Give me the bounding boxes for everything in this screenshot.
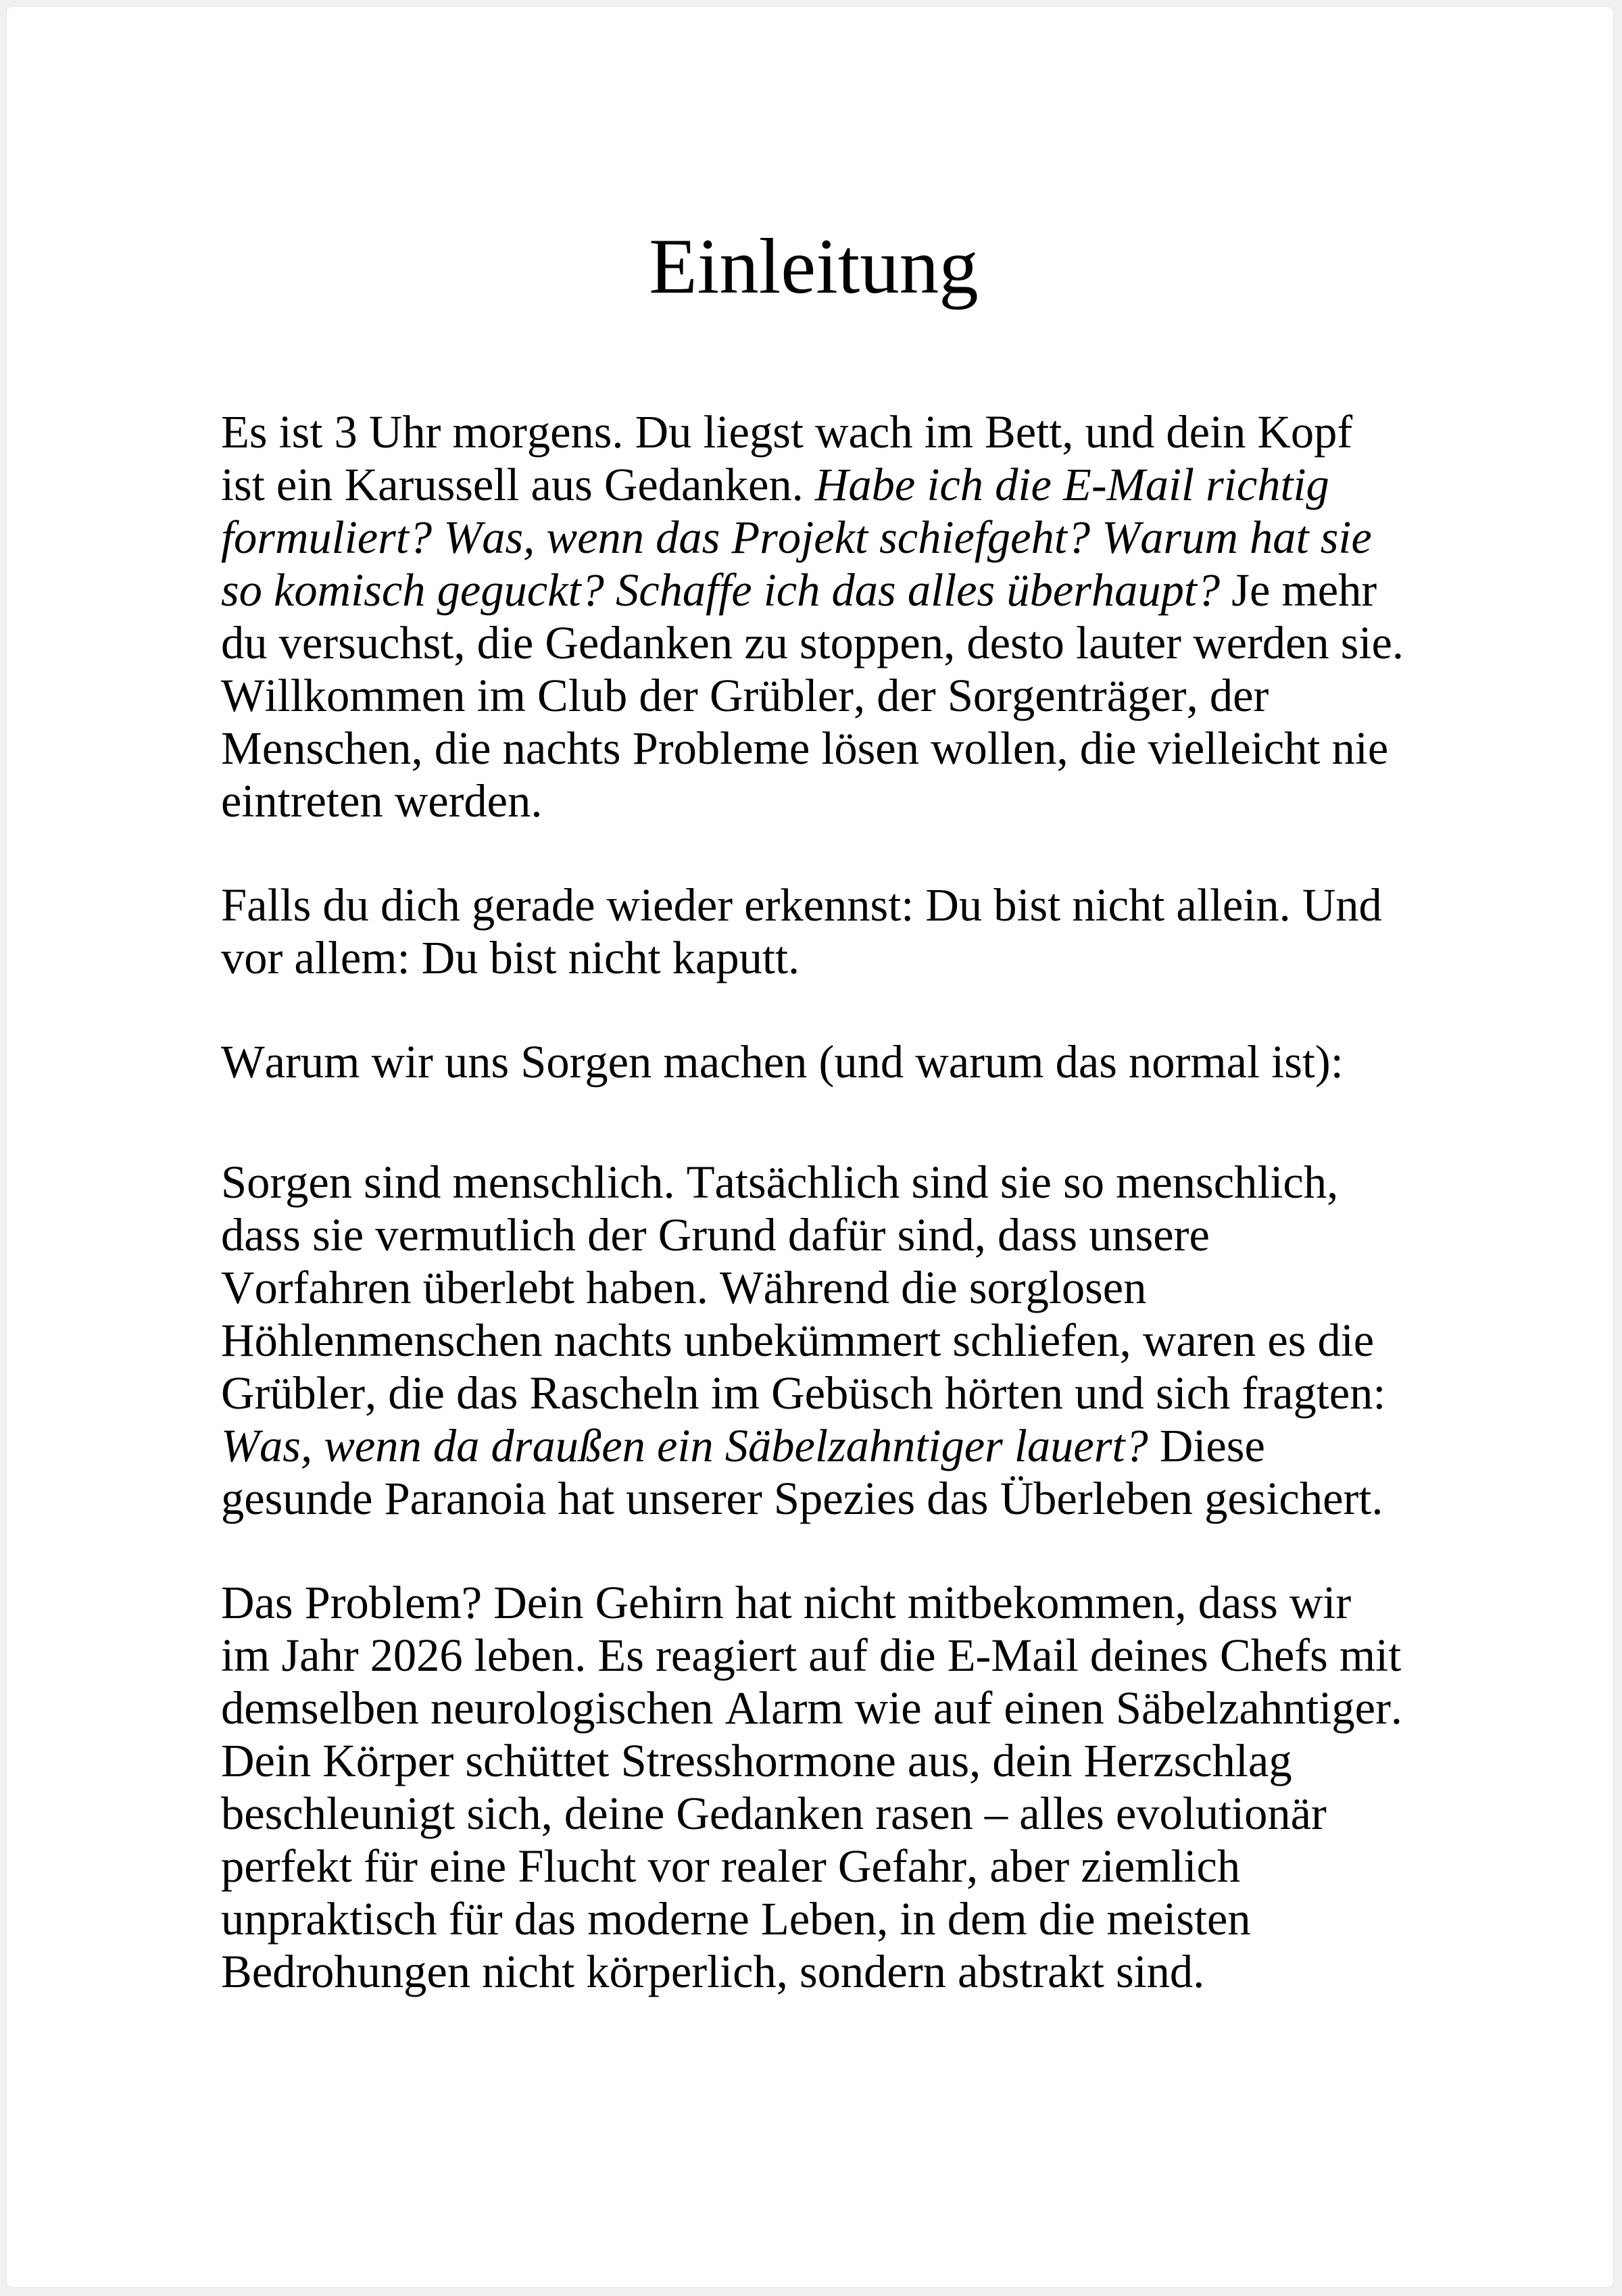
text-run: Sorgen sind menschlich. Tatsächlich sind sie so menschlich, dass sie vermutlich der Grund dafür sind, dass unsere Vorfahren überlebt haben. Während die sorglosen Höhlenmenschen nachts unbekümmert schliefen, waren es die Grübler, die das Rascheln im Gebüsch hörten und sich fragten: [221,1156,1386,1419]
paragraph [221,1156,1406,1525]
text-run: Warum wir uns Sorgen machen (und warum das normal ist): [221,1036,1344,1088]
text-run: Diese gesunde Paranoia hat unserer Spezies das Überleben gesichert. [221,1420,1383,1524]
paragraph [221,406,1406,827]
document-page [6,6,1614,2288]
text-run: Falls du dich gerade wieder erkennst: Du bist nicht allein. Und vor allem: Du bist nicht kaputt. [221,879,1382,983]
document-paragraphs [221,406,1406,1998]
text-run: Je mehr du versuchst, die Gedanken zu stoppen, desto lauter werden sie. Willkommen im Club der Grübler, der Sorgenträger, der Menschen, die nachts Probleme lösen wollen, die vielleicht nie eintreten werden. [221,564,1404,827]
document-content [7,7,1406,1998]
paragraph [221,1576,1406,1998]
italic-text-run: Habe ich die E-Mail richtig formuliert? Was, wenn das Projekt schiefgeht? Warum hat sie so komisch geguckt? Schaffe ich das alles überhaupt? [221,459,1372,616]
italic-text-run: Was, wenn da draußen ein Säbelzahntiger lauert? [221,1420,1148,1471]
page-title: Einleitung [649,223,979,310]
text-run: Es ist 3 Uhr morgens. Du liegst wach im Bett, und dein Kopf ist ein Karussell aus Gedanken. [221,406,1353,510]
section-heading [221,1035,1406,1088]
text-run: Das Problem? Dein Gehirn hat nicht mitbekommen, dass wir im Jahr 2026 leben. Es reagiert auf die E-Mail deines Chefs mit demselben neurologischen Alarm wie auf einen Säbelzahntiger. Dein Körper schüttet Stresshormone aus, dein Herzschlag beschleunigt sich, deine Gedanken rasen – alles evolutionär perfekt für eine Flucht vor realer Gefahr, aber ziemlich unpraktisch für das moderne Leben, in dem die meisten Bedrohungen nicht körperlich, sondern abstrakt sind. [221,1577,1403,1997]
paragraph [221,879,1406,984]
